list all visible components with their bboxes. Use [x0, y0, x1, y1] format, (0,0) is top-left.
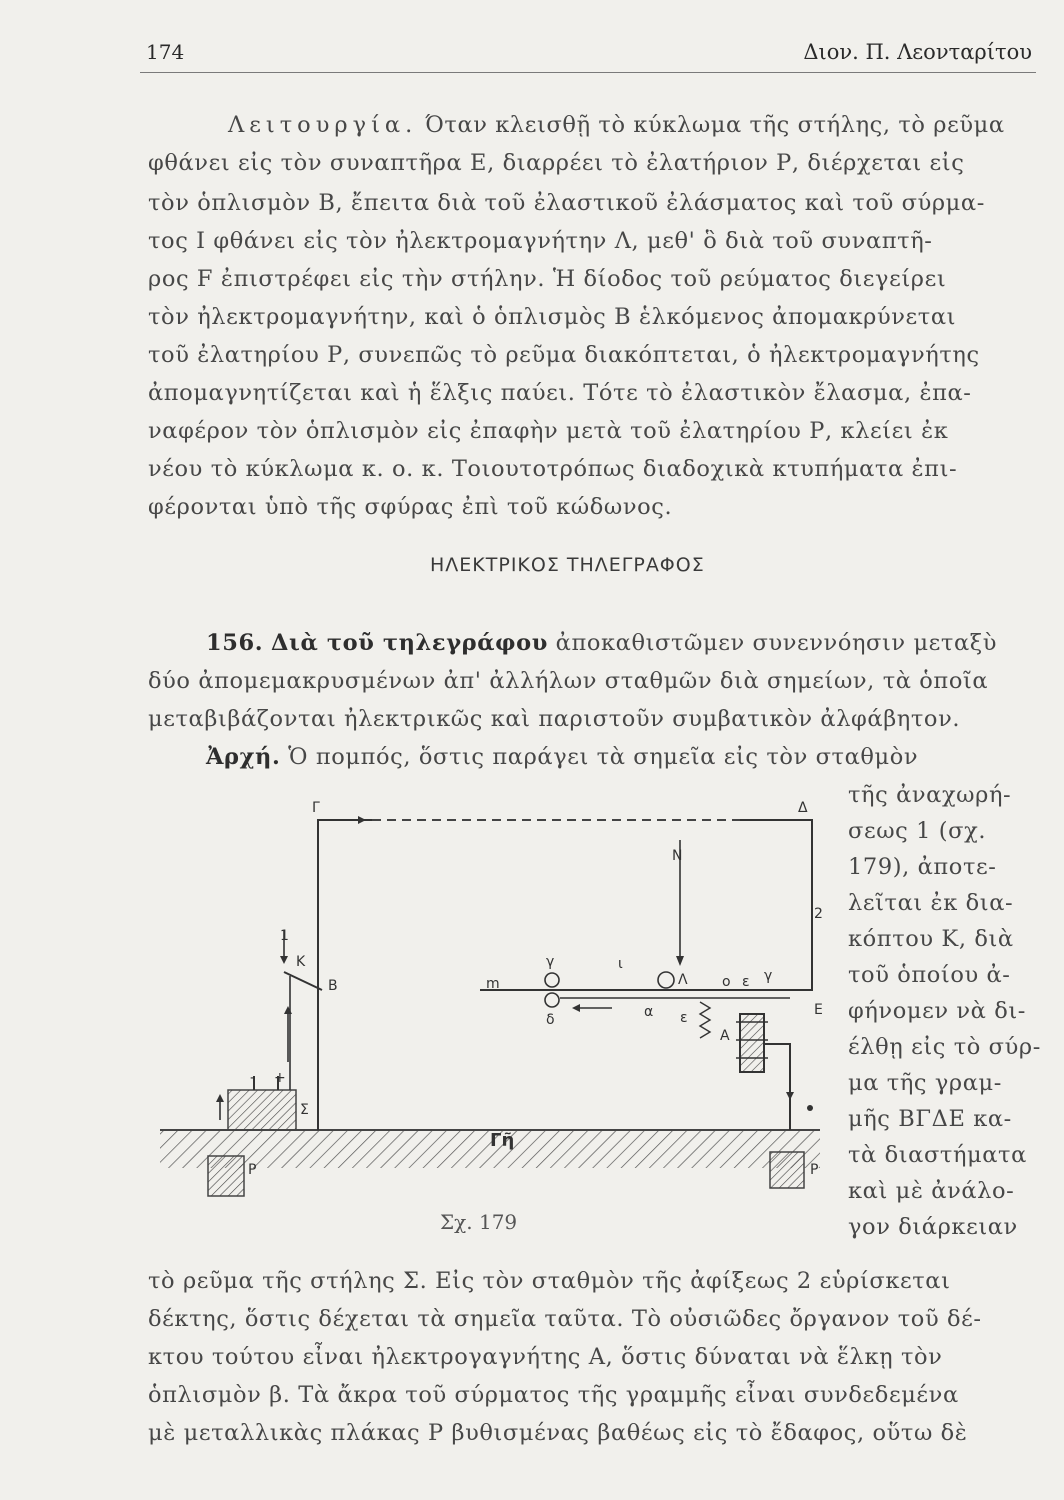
side-line-10: μῆς ΒΓΔΕ κα- — [848, 1106, 1012, 1132]
receiver-ground-wire — [764, 1044, 790, 1130]
label-n: N — [672, 848, 683, 864]
side-line-6: τοῦ ὁποίου ἀ- — [848, 962, 1011, 988]
para3-line-3: κτου τούτου εἶναι ἠλεκτρογαγνήτης Α, ὅστις δύναται νὰ ἕλκῃ τὸν — [148, 1344, 943, 1370]
para1-lead-word: Λειτουργία. — [228, 112, 418, 138]
battery-block — [228, 1090, 296, 1130]
para2-number: 156. — [206, 630, 264, 656]
label-lambda: Λ — [678, 972, 688, 988]
label-alpha: α — [644, 1004, 654, 1020]
page-number: 174 — [146, 40, 185, 64]
roller-lower — [545, 993, 559, 1007]
para2-bold-title: Διὰ τοῦ τηλεγράφου — [270, 630, 548, 656]
side-line-3: 179), ἀποτε- — [848, 854, 997, 880]
para3-line-1: τὸ ρεῦμα τῆς στήλης Σ. Εἰς τὸν σταθμὸν τῆς ἀφίξεως 2 εὑρίσκεται — [148, 1268, 951, 1294]
para1-line-4: τος Ι φθάνει εἰς τὸν ἠλεκτρομαγνήτην Λ, μεθ' ὃ διὰ τοῦ συναπτῆ- — [148, 228, 933, 254]
label-k: K — [296, 954, 306, 970]
label-delta: Δ — [798, 800, 808, 816]
para2-line-1 — [206, 628, 997, 658]
tape-arrowhead — [572, 1004, 580, 1012]
label-gamma-small: γ — [764, 968, 773, 984]
para1-line-8: ἀπομαγνητίζεται καὶ ἡ ἕλξις παύει. Τότε τὸ ἐλαστικὸν ἔλασμα, ἐπα- — [148, 380, 972, 406]
para2-line-3: μεταβιβάζονται ἠλεκτρικῶς καὶ παριστοῦν συμβατικὸν ἀλφάβητον. — [148, 706, 961, 732]
para2-line-2: δύο ἀπομεμακρυσμένων ἀπ' ἀλλήλων σταθμῶν διὰ σημείων, τὰ ὁποῖα — [148, 668, 989, 694]
header-rule — [140, 72, 1036, 73]
label-gamma: Γ — [312, 800, 320, 816]
label-eps-small: ε — [742, 974, 750, 990]
para1-line-3: τὸν ὁπλισμὸν Β, ἔπειτα διὰ τοῦ ἐλαστικοῦ ἐλάσματος καὶ τοῦ σύρμα- — [148, 190, 985, 216]
label-sigma: Σ — [300, 1102, 309, 1118]
side-line-11: τὰ διαστήματα — [848, 1142, 1027, 1168]
line-wire-sender — [318, 820, 372, 990]
line-wire-right — [740, 820, 812, 870]
para1-line-1 — [228, 110, 1005, 140]
para1-line-10: νέου τὸ κύκλωμα κ. ο. κ. Τοιουτοτρόπως διαδοχικὰ κτυπήματα ἐπι- — [148, 456, 958, 482]
label-ge: Γῆ — [490, 1130, 515, 1151]
para3-line-5: μὲ μεταλλικὰς πλάκας Ρ βυθισμένας βαθέως εἰς τὸ ἔδαφος, οὕτω δὲ — [148, 1420, 968, 1446]
current-arrowhead-1 — [280, 956, 288, 964]
label-delta-small: δ — [546, 1012, 555, 1028]
label-A: A — [720, 1028, 730, 1044]
para3-line-2: δέκτης, ὅστις δέχεται τὰ σημεῖα ταῦτα. Τὸ οὐσιῶδες ὄργανον τοῦ δέ- — [148, 1306, 982, 1332]
section-heading: ΗΛΕΚΤΡΙΚΟΣ ΤΗΛΕΓΡΑΦΟΣ — [430, 554, 705, 576]
figure-caption: Σχ. 179 — [440, 1210, 518, 1234]
side-line-13: γον διάρκειαν — [848, 1214, 1018, 1240]
para3-line-4: ὁπλισμὸν β. Τὰ ἄκρα τοῦ σύρματος τῆς γραμμῆς εἶναι συνδεδεμένα — [148, 1382, 959, 1408]
label-m: m — [486, 976, 500, 992]
label-epsilon: ε — [680, 1010, 688, 1026]
para1-line-9: ναφέρον τὸν ὁπλισμὸν εἰς ἐπαφὴν μετὰ τοῦ ἐλατηρίου Ρ, κλείει ἐκ — [148, 418, 949, 444]
label-minus: - — [250, 1070, 256, 1086]
label-upsilon: γ — [546, 954, 555, 970]
side-line-1: τῆς ἀναχωρή- — [848, 782, 1012, 808]
label-plus: + — [274, 1070, 286, 1086]
receiver-dot — [807, 1105, 813, 1111]
earth-plate-right — [770, 1152, 804, 1188]
label-b: B — [328, 978, 338, 994]
spring-epsilon — [700, 1002, 710, 1038]
label-o: o — [722, 974, 731, 990]
side-line-4: λεῖται ἐκ δια- — [848, 890, 1014, 916]
label-1: 1 — [280, 928, 289, 944]
receiver-wire-2 — [790, 870, 812, 990]
para1-line-1-text: Όταν κλεισθῇ τὸ κύκλωμα τῆς στήλης, τὸ ρεῦμα — [417, 112, 1005, 138]
electromagnet-core — [740, 1014, 764, 1072]
side-line-5: κόπτου Κ, διὰ — [848, 926, 1014, 952]
roller-upper — [545, 973, 559, 987]
side-line-8: έλθῃ εἰς τὸ σύρ- — [848, 1034, 1041, 1060]
label-2: 2 — [814, 906, 823, 922]
para1-line-5: ρος F ἐπιστρέφει εἰς τὴν στήλην. Ἡ δίοδος τοῦ ρεύματος διεγείρει — [148, 266, 947, 292]
receiver-arrowhead-n — [676, 956, 684, 966]
roller-lambda — [658, 972, 674, 988]
side-line-2: σεως 1 (σχ. — [848, 818, 987, 844]
arche-text: Ὁ πομπός, ὅστις παράγει τὰ σημεῖα εἰς τὸν σταθμὸν — [280, 744, 919, 770]
arche-label: Ἀρχή. — [206, 744, 281, 770]
current-arrowhead-top — [358, 816, 366, 824]
para1-line-11: φέρονται ὑπὸ τῆς σφύρας ἐπὶ τοῦ κώδωνος. — [148, 494, 673, 520]
side-line-12: καὶ μὲ ἀνάλο- — [848, 1178, 1015, 1204]
earth-plate-left — [208, 1156, 244, 1196]
para2-line-1-rest: ἀποκαθιστῶμεν συνεννόησιν μεταξὺ — [547, 630, 998, 656]
running-header-author: Διον. Π. Λεονταρίτου — [803, 40, 1032, 64]
label-i-mark: ι — [618, 956, 623, 972]
current-arrowhead-ground — [216, 1094, 224, 1102]
para1-line-6: τὸν ἠλεκτρομαγνήτην, καὶ ὁ ὁπλισμὸς Β ἑλκόμενος ἀπομακρύνεται — [148, 304, 957, 330]
telegraph-diagram — [150, 790, 840, 1210]
receiver-down-arrowhead — [786, 1092, 794, 1100]
label-p-right: P — [810, 1162, 819, 1178]
side-line-9: μα τῆς γραμ- — [848, 1070, 1002, 1096]
label-p-left: P — [248, 1162, 257, 1178]
label-E: E — [814, 1002, 823, 1018]
para1-line-2: φθάνει εἰς τὸν συναπτῆρα Ε, διαρρέει τὸ ἐλατήριον Ρ, διέρχεται εἰς — [148, 150, 965, 176]
side-line-7: φήνομεν νὰ δι- — [848, 998, 1026, 1024]
arche-line — [206, 742, 918, 772]
para1-line-7: τοῦ ἐλατηρίου Ρ, συνεπῶς τὸ ρεῦμα διακόπτεται, ὁ ἠλεκτρομαγνήτης — [148, 342, 980, 368]
